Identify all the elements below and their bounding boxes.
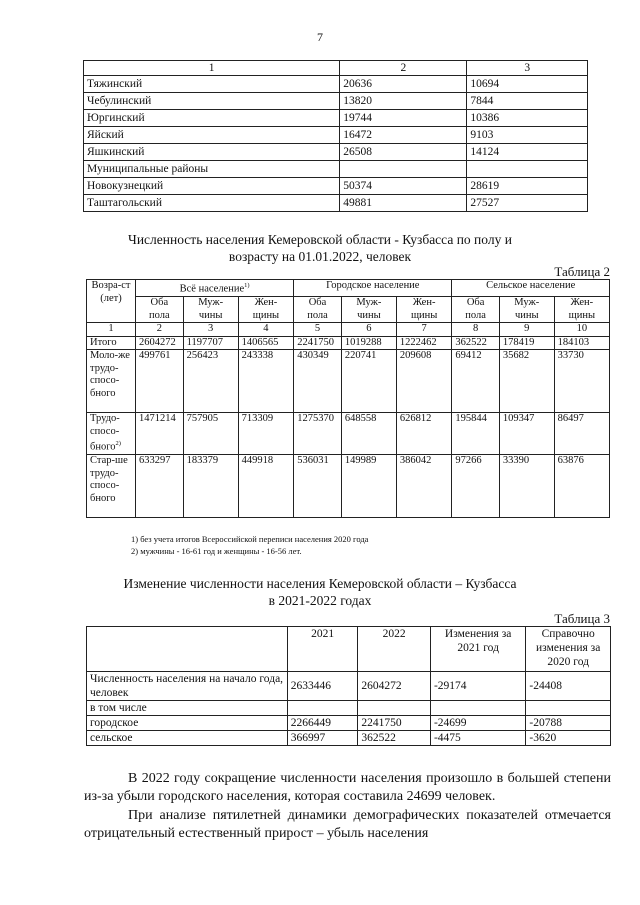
change-2021-header: Изменения за 2021 год (430, 627, 525, 672)
table-row (87, 413, 610, 455)
column-number: 8 (452, 323, 499, 337)
cell: Тяжинский (84, 76, 340, 93)
cell: 449918 (238, 455, 294, 518)
table-row (84, 93, 588, 110)
cell: 1275370 (294, 413, 342, 455)
body-paragraph-2: При анализе пятилетней динамики демографических показателей отмечается отрицательный естественный прирост – убыль населения (84, 808, 611, 841)
cell: 2241750 (358, 716, 431, 731)
cell: Яшкинский (84, 144, 340, 161)
group-header-all (136, 280, 294, 297)
row-label: Моло-же трудо-спосо-бного (87, 350, 136, 413)
table-row (87, 716, 611, 731)
table-row (84, 127, 588, 144)
table3-title (0, 575, 640, 609)
table-row (87, 350, 610, 413)
cell: 2266449 (287, 716, 358, 731)
cell: 69412 (452, 350, 499, 413)
cell: 50374 (340, 178, 467, 195)
cell: -4475 (430, 731, 525, 746)
municipal-population-table (83, 60, 588, 212)
cell (358, 701, 431, 716)
cell: 1222462 (396, 336, 452, 350)
table-row (84, 76, 588, 93)
cell: 2241750 (294, 336, 342, 350)
cell: 757905 (183, 413, 238, 455)
table-row (87, 455, 610, 518)
subheader-men: Муж-чины (499, 297, 554, 323)
cell: 33730 (554, 350, 609, 413)
footnote-2: 2) мужчины - 16-61 год и женщины - 16-56 лет. (131, 546, 302, 556)
cell: 63876 (554, 455, 609, 518)
table-subheader-row (87, 297, 610, 323)
cell (287, 701, 358, 716)
column-number: 3 (183, 323, 238, 337)
cell: 16472 (340, 127, 467, 144)
table3-title-line1: Изменение численности населения Кемеровской области – Кузбасса (123, 576, 517, 591)
cell: 10386 (467, 110, 588, 127)
cell: 243338 (238, 350, 294, 413)
change-2020-header: Справочно изменения за 2020 год (526, 627, 611, 672)
table-row (84, 161, 588, 178)
column-number: 1 (87, 323, 136, 337)
row-label: Итого (87, 336, 136, 350)
group-header-urban: Городское население (294, 280, 452, 297)
table-row (87, 731, 611, 746)
subheader-both: Оба пола (294, 297, 342, 323)
table-row (87, 701, 611, 716)
cell: 1197707 (183, 336, 238, 350)
year-2022-header: 2022 (358, 627, 431, 672)
subheader-women: Жен-щины (554, 297, 609, 323)
cell: 209608 (396, 350, 452, 413)
cell: 20636 (340, 76, 467, 93)
page-number: 7 (317, 30, 323, 44)
cell: Яйский (84, 127, 340, 144)
cell: 2633446 (287, 672, 358, 701)
column-number: 3 (467, 61, 588, 76)
cell (340, 161, 467, 178)
body-paragraph-1: В 2022 году сокращение численности населения произошло в большей степени из-за убыли городского населения, которая составила 24699 человек. (84, 771, 611, 804)
table-row (84, 110, 588, 127)
cell: 86497 (554, 413, 609, 455)
cell: 178419 (499, 336, 554, 350)
empty-header (87, 627, 288, 672)
cell: 633297 (136, 455, 184, 518)
table2-label: Таблица 2 (554, 264, 610, 279)
column-number: 7 (396, 323, 452, 337)
cell: Чебулинский (84, 93, 340, 110)
subheader-men: Муж-чины (183, 297, 238, 323)
age-column-header: Возра-ст (лет) (87, 280, 136, 323)
cell: 1471214 (136, 413, 184, 455)
population-by-sex-age-table (86, 279, 610, 518)
row-label: городское (87, 716, 288, 731)
table-row (87, 672, 611, 701)
group-header-all-label: Всё население (179, 283, 245, 295)
subheader-men: Муж-чины (341, 297, 396, 323)
cell: 14124 (467, 144, 588, 161)
cell: 362522 (452, 336, 499, 350)
cell: 256423 (183, 350, 238, 413)
cell: 386042 (396, 455, 452, 518)
cell: 109347 (499, 413, 554, 455)
cell: 27527 (467, 195, 588, 212)
column-number: 2 (136, 323, 184, 337)
population-change-table (86, 626, 611, 746)
cell: 2604272 (136, 336, 184, 350)
table-row (84, 144, 588, 161)
cell (526, 701, 611, 716)
subheader-women: Жен-щины (396, 297, 452, 323)
cell: 184103 (554, 336, 609, 350)
table-row (84, 195, 588, 212)
row-label: Численность населения на начало года, человек (87, 672, 288, 701)
cell: 195844 (452, 413, 499, 455)
cell: Новокузнецкий (84, 178, 340, 195)
cell (467, 161, 588, 178)
cell: 33390 (499, 455, 554, 518)
table-header-row (87, 627, 611, 672)
cell: 19744 (340, 110, 467, 127)
cell: Таштагольский (84, 195, 340, 212)
cell: 366997 (287, 731, 358, 746)
cell: 26508 (340, 144, 467, 161)
row-label: Стар-ше трудо-спосо-бного (87, 455, 136, 518)
column-number-row (87, 323, 610, 337)
cell: 97266 (452, 455, 499, 518)
cell: 626812 (396, 413, 452, 455)
table3-label: Таблица 3 (554, 611, 610, 626)
cell: 35682 (499, 350, 554, 413)
cell: 1019288 (341, 336, 396, 350)
cell: -29174 (430, 672, 525, 701)
column-number: 9 (499, 323, 554, 337)
table-row (87, 336, 610, 350)
cell: 13820 (340, 93, 467, 110)
footnote-marker: 1) (244, 282, 250, 289)
cell: 430349 (294, 350, 342, 413)
row-label: сельское (87, 731, 288, 746)
cell: 499761 (136, 350, 184, 413)
subheader-women: Жен-щины (238, 297, 294, 323)
subheader-both: Оба пола (452, 297, 499, 323)
cell: 149989 (341, 455, 396, 518)
cell: 10694 (467, 76, 588, 93)
column-number: 2 (340, 61, 467, 76)
cell: 362522 (358, 731, 431, 746)
footnote-marker: 2) (115, 440, 121, 447)
cell: Юргинский (84, 110, 340, 127)
row-label: в том числе (87, 701, 288, 716)
column-number: 5 (294, 323, 342, 337)
year-2021-header: 2021 (287, 627, 358, 672)
cell: 648558 (341, 413, 396, 455)
table-header-row (84, 61, 588, 76)
table2-title (0, 231, 640, 265)
row-label-cell (87, 413, 136, 455)
cell: 28619 (467, 178, 588, 195)
cell: 713309 (238, 413, 294, 455)
subheader-both: Оба пола (136, 297, 184, 323)
cell: 9103 (467, 127, 588, 144)
footnote-1: 1) без учета итогов Всероссийской переписи населения 2020 года (131, 534, 369, 544)
cell: Муниципальные районы (84, 161, 340, 178)
cell: -20788 (526, 716, 611, 731)
cell (430, 701, 525, 716)
column-number: 1 (84, 61, 340, 76)
cell: 536031 (294, 455, 342, 518)
cell: -3620 (526, 731, 611, 746)
cell: -24408 (526, 672, 611, 701)
column-number: 4 (238, 323, 294, 337)
cell: 1406565 (238, 336, 294, 350)
cell: 49881 (340, 195, 467, 212)
cell: 2604272 (358, 672, 431, 701)
table3-title-line2: в 2021-2022 годах (268, 593, 372, 608)
table2-title-line2: возрасту на 01.01.2022, человек (228, 249, 412, 264)
group-header-rural: Сельское население (452, 280, 610, 297)
table2-title-line1: Численность населения Кемеровской области - Кузбасса по полу и (128, 232, 512, 247)
row-label: Трудо-спосо-бного (90, 413, 120, 453)
column-number: 6 (341, 323, 396, 337)
cell: -24699 (430, 716, 525, 731)
cell: 220741 (341, 350, 396, 413)
column-number: 10 (554, 323, 609, 337)
cell: 7844 (467, 93, 588, 110)
table-row (84, 178, 588, 195)
table-header-row (87, 280, 610, 297)
cell: 183379 (183, 455, 238, 518)
